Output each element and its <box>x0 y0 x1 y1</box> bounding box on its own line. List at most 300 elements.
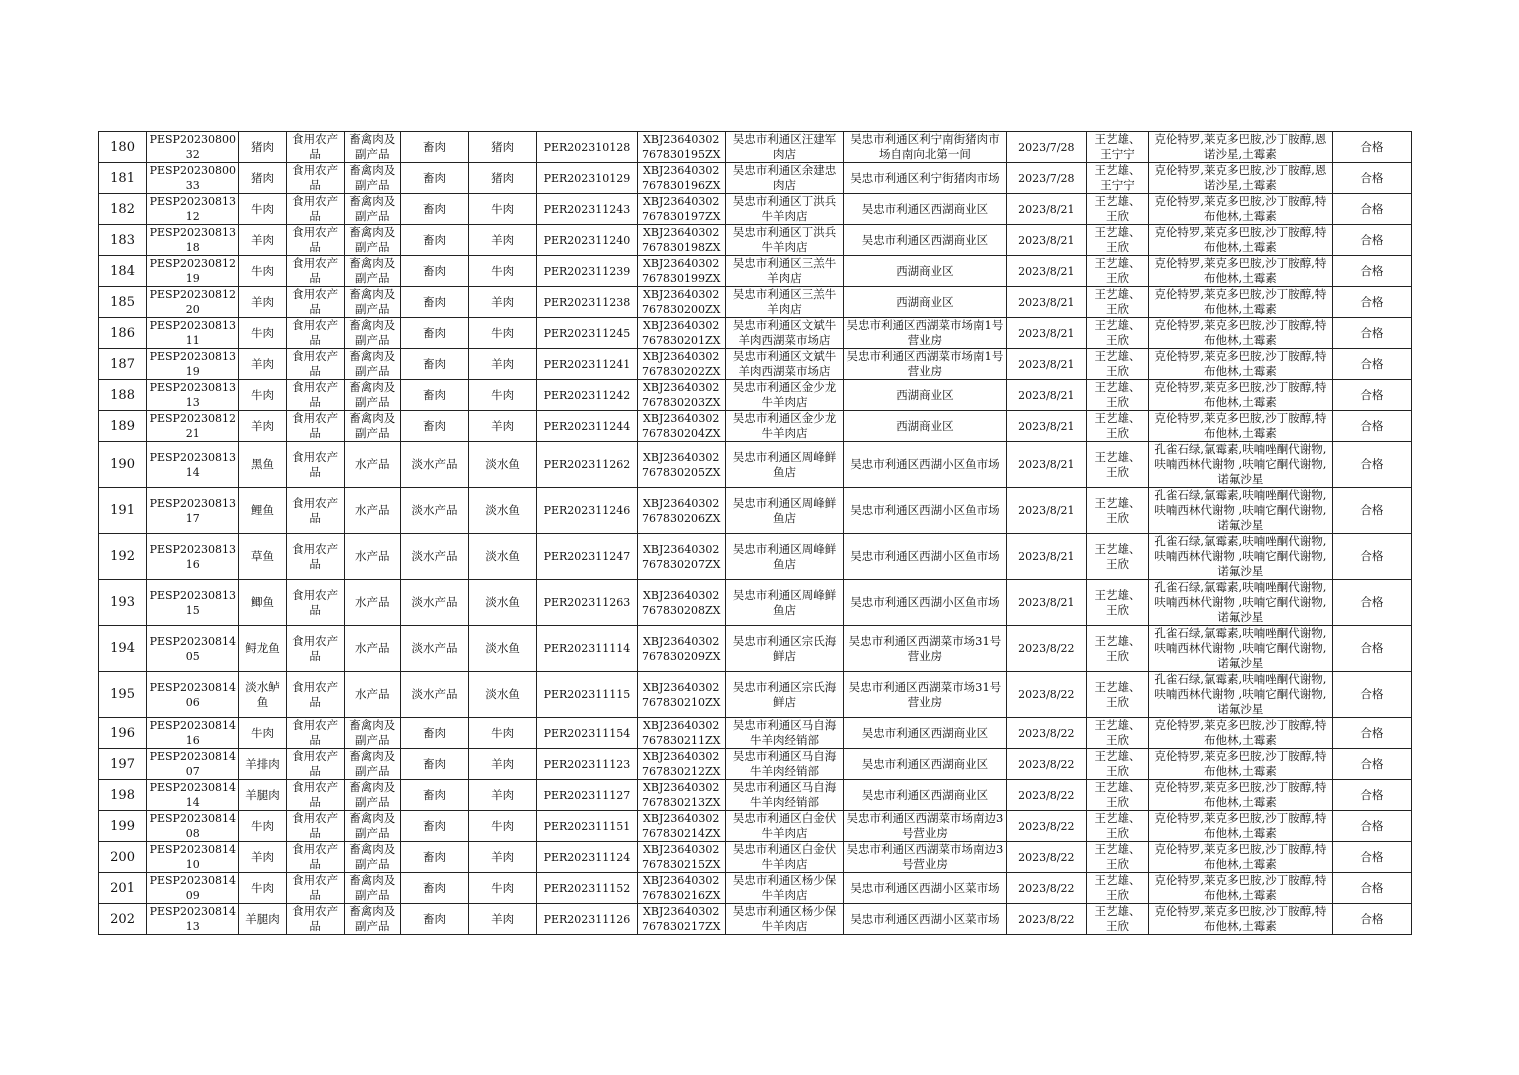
license-number: XBJ23640302767830195ZX <box>637 132 725 163</box>
category-level-1: 食用农产品 <box>286 780 344 811</box>
sample-code: PESP2023081410 <box>147 842 239 873</box>
category-level-3: 淡水产品 <box>400 442 468 488</box>
vendor-name: 吴忠市利通区杨少保牛羊肉店 <box>725 873 843 904</box>
sample-name: 鲟龙鱼 <box>239 626 286 672</box>
category-level-2: 畜禽肉及副产品 <box>344 349 400 380</box>
sample-code: PESP2023081413 <box>147 904 239 935</box>
test-items: 克伦特罗,莱克多巴胺,沙丁胺醇,特布他林,土霉素 <box>1149 225 1333 256</box>
category-level-4: 羊肉 <box>469 749 537 780</box>
table-row <box>99 442 1412 488</box>
vendor-address: 西湖商业区 <box>844 287 1006 318</box>
sample-name: 牛肉 <box>239 318 286 349</box>
vendor-name: 吴忠市利通区周峰鲜鱼店 <box>725 488 843 534</box>
vendor-name: 吴忠市利通区马自海牛羊肉经销部 <box>725 749 843 780</box>
license-number: XBJ23640302767830202ZX <box>637 349 725 380</box>
sample-code: PESP2023081409 <box>147 873 239 904</box>
row-number: 182 <box>99 194 147 225</box>
category-level-2: 畜禽肉及副产品 <box>344 132 400 163</box>
report-number: PER202310129 <box>537 163 637 194</box>
category-level-1: 食用农产品 <box>286 873 344 904</box>
vendor-address: 西湖商业区 <box>844 411 1006 442</box>
vendor-name: 吴忠市利通区杨少保牛羊肉店 <box>725 904 843 935</box>
sample-code: PESP2023081220 <box>147 287 239 318</box>
test-result: 合格 <box>1332 626 1411 672</box>
category-level-2: 畜禽肉及副产品 <box>344 780 400 811</box>
table-row <box>99 256 1412 287</box>
category-level-1: 食用农产品 <box>286 163 344 194</box>
sample-code: PESP2023081312 <box>147 194 239 225</box>
sampler-names: 王艺雄、王欣 <box>1086 749 1148 780</box>
license-number: XBJ23640302767830205ZX <box>637 442 725 488</box>
sampler-names: 王艺雄、王欣 <box>1086 672 1148 718</box>
sample-name: 牛肉 <box>239 811 286 842</box>
license-number: XBJ23640302767830204ZX <box>637 411 725 442</box>
category-level-3: 畜肉 <box>400 318 468 349</box>
sample-code: PESP2023081314 <box>147 442 239 488</box>
test-result: 合格 <box>1332 749 1411 780</box>
table-body <box>99 132 1412 935</box>
sample-code: PESP2023081316 <box>147 534 239 580</box>
sample-code: PESP2023081311 <box>147 318 239 349</box>
vendor-name: 吴忠市利通区马自海牛羊肉经销部 <box>725 718 843 749</box>
category-level-3: 畜肉 <box>400 194 468 225</box>
license-number: XBJ23640302767830198ZX <box>637 225 725 256</box>
sample-code: PESP2023081313 <box>147 380 239 411</box>
test-result: 合格 <box>1332 318 1411 349</box>
sample-name: 牛肉 <box>239 718 286 749</box>
sampler-names: 王艺雄、王宁宁 <box>1086 132 1148 163</box>
test-items: 孔雀石绿,氯霉素,呋喃唑酮代谢物,呋喃西林代谢物 ,呋喃它酮代谢物,诺氟沙星 <box>1149 442 1333 488</box>
sampling-date: 2023/8/21 <box>1006 534 1086 580</box>
sample-code: PESP2023081414 <box>147 780 239 811</box>
sample-name: 鲫鱼 <box>239 580 286 626</box>
test-items: 克伦特罗,莱克多巴胺,沙丁胺醇,特布他林,土霉素 <box>1149 380 1333 411</box>
vendor-address: 吴忠市利通区西湖小区菜市场 <box>844 873 1006 904</box>
category-level-2: 水产品 <box>344 534 400 580</box>
vendor-address: 吴忠市利通区西湖菜市场南1号营业房 <box>844 318 1006 349</box>
row-number: 189 <box>99 411 147 442</box>
category-level-2: 畜禽肉及副产品 <box>344 163 400 194</box>
sample-name: 羊排肉 <box>239 749 286 780</box>
sampler-names: 王艺雄、王欣 <box>1086 488 1148 534</box>
sample-name: 羊肉 <box>239 225 286 256</box>
vendor-name: 吴忠市利通区白金伏牛羊肉店 <box>725 811 843 842</box>
sampling-date: 2023/8/21 <box>1006 380 1086 411</box>
license-number: XBJ23640302767830215ZX <box>637 842 725 873</box>
test-items: 孔雀石绿,氯霉素,呋喃唑酮代谢物,呋喃西林代谢物 ,呋喃它酮代谢物,诺氟沙星 <box>1149 580 1333 626</box>
category-level-1: 食用农产品 <box>286 349 344 380</box>
test-result: 合格 <box>1332 163 1411 194</box>
category-level-3: 畜肉 <box>400 749 468 780</box>
inspection-results-table <box>98 131 1412 935</box>
sampling-date: 2023/8/21 <box>1006 442 1086 488</box>
category-level-1: 食用农产品 <box>286 580 344 626</box>
sampling-date: 2023/8/21 <box>1006 256 1086 287</box>
category-level-1: 食用农产品 <box>286 194 344 225</box>
category-level-2: 畜禽肉及副产品 <box>344 811 400 842</box>
category-level-2: 畜禽肉及副产品 <box>344 411 400 442</box>
vendor-address: 吴忠市利通区西湖商业区 <box>844 749 1006 780</box>
sampling-date: 2023/8/21 <box>1006 318 1086 349</box>
table-row <box>99 842 1412 873</box>
category-level-3: 畜肉 <box>400 718 468 749</box>
category-level-3: 畜肉 <box>400 287 468 318</box>
category-level-3: 畜肉 <box>400 132 468 163</box>
category-level-3: 淡水产品 <box>400 626 468 672</box>
test-items: 克伦特罗,莱克多巴胺,沙丁胺醇,特布他林,土霉素 <box>1149 811 1333 842</box>
sampling-date: 2023/8/22 <box>1006 749 1086 780</box>
sample-code: PESP2023081319 <box>147 349 239 380</box>
category-level-2: 水产品 <box>344 442 400 488</box>
test-items: 克伦特罗,莱克多巴胺,沙丁胺醇,恩诺沙星,土霉素 <box>1149 132 1333 163</box>
report-number: PER202311262 <box>537 442 637 488</box>
row-number: 202 <box>99 904 147 935</box>
sampler-names: 王艺雄、王欣 <box>1086 194 1148 225</box>
vendor-name: 吴忠市利通区金少龙牛羊肉店 <box>725 411 843 442</box>
sampling-date: 2023/8/22 <box>1006 718 1086 749</box>
category-level-2: 畜禽肉及副产品 <box>344 194 400 225</box>
sample-code: PESP2023081406 <box>147 672 239 718</box>
category-level-2: 畜禽肉及副产品 <box>344 718 400 749</box>
category-level-4: 淡水鱼 <box>469 626 537 672</box>
sample-name: 黑鱼 <box>239 442 286 488</box>
sampling-date: 2023/8/21 <box>1006 225 1086 256</box>
test-items: 克伦特罗,莱克多巴胺,沙丁胺醇,特布他林,土霉素 <box>1149 904 1333 935</box>
category-level-4: 牛肉 <box>469 194 537 225</box>
sampler-names: 王艺雄、王欣 <box>1086 442 1148 488</box>
report-number: PER202311124 <box>537 842 637 873</box>
sampling-date: 2023/8/21 <box>1006 349 1086 380</box>
category-level-2: 水产品 <box>344 672 400 718</box>
sampler-names: 王艺雄、王欣 <box>1086 873 1148 904</box>
sampling-date: 2023/8/22 <box>1006 873 1086 904</box>
sample-name: 羊腿肉 <box>239 780 286 811</box>
sample-code: PESP2023081317 <box>147 488 239 534</box>
sampling-date: 2023/8/21 <box>1006 580 1086 626</box>
category-level-4: 牛肉 <box>469 256 537 287</box>
test-items: 克伦特罗,莱克多巴胺,沙丁胺醇,恩诺沙星,土霉素 <box>1149 163 1333 194</box>
report-number: PER202311263 <box>537 580 637 626</box>
category-level-1: 食用农产品 <box>286 380 344 411</box>
report-number: PER202311152 <box>537 873 637 904</box>
category-level-4: 猪肉 <box>469 132 537 163</box>
sample-code: PESP2023081219 <box>147 256 239 287</box>
test-items: 孔雀石绿,氯霉素,呋喃唑酮代谢物,呋喃西林代谢物 ,呋喃它酮代谢物,诺氟沙星 <box>1149 626 1333 672</box>
category-level-1: 食用农产品 <box>286 626 344 672</box>
report-number: PER202311244 <box>537 411 637 442</box>
vendor-name: 吴忠市利通区三羔牛羊肉店 <box>725 256 843 287</box>
report-number: PER202311247 <box>537 534 637 580</box>
test-result: 合格 <box>1332 256 1411 287</box>
vendor-address: 吴忠市利通区西湖菜市场南边3号营业房 <box>844 811 1006 842</box>
category-level-3: 畜肉 <box>400 842 468 873</box>
test-result: 合格 <box>1332 534 1411 580</box>
category-level-3: 畜肉 <box>400 904 468 935</box>
category-level-4: 牛肉 <box>469 811 537 842</box>
category-level-1: 食用农产品 <box>286 442 344 488</box>
test-result: 合格 <box>1332 672 1411 718</box>
sample-code: PESP2023080033 <box>147 163 239 194</box>
row-number: 192 <box>99 534 147 580</box>
test-result: 合格 <box>1332 580 1411 626</box>
sampler-names: 王艺雄、王欣 <box>1086 626 1148 672</box>
license-number: XBJ23640302767830216ZX <box>637 873 725 904</box>
vendor-name: 吴忠市利通区周峰鲜鱼店 <box>725 580 843 626</box>
row-number: 201 <box>99 873 147 904</box>
sampler-names: 王艺雄、王欣 <box>1086 904 1148 935</box>
test-items: 克伦特罗,莱克多巴胺,沙丁胺醇,特布他林,土霉素 <box>1149 749 1333 780</box>
row-number: 183 <box>99 225 147 256</box>
sampler-names: 王艺雄、王欣 <box>1086 349 1148 380</box>
license-number: XBJ23640302767830201ZX <box>637 318 725 349</box>
test-result: 合格 <box>1332 442 1411 488</box>
sample-name: 淡水鲈鱼 <box>239 672 286 718</box>
category-level-3: 畜肉 <box>400 349 468 380</box>
row-number: 185 <box>99 287 147 318</box>
vendor-name: 吴忠市利通区三羔牛羊肉店 <box>725 287 843 318</box>
sampler-names: 王艺雄、王欣 <box>1086 287 1148 318</box>
report-number: PER202311123 <box>537 749 637 780</box>
license-number: XBJ23640302767830199ZX <box>637 256 725 287</box>
table-row <box>99 380 1412 411</box>
vendor-address: 吴忠市利通区利宁南街猪肉市场自南向北第一间 <box>844 132 1006 163</box>
test-result: 合格 <box>1332 225 1411 256</box>
test-result: 合格 <box>1332 411 1411 442</box>
sample-code: PESP2023081405 <box>147 626 239 672</box>
report-number: PER202311151 <box>537 811 637 842</box>
category-level-4: 羊肉 <box>469 842 537 873</box>
vendor-address: 西湖商业区 <box>844 256 1006 287</box>
category-level-4: 牛肉 <box>469 380 537 411</box>
row-number: 199 <box>99 811 147 842</box>
vendor-address: 吴忠市利通区西湖小区鱼市场 <box>844 488 1006 534</box>
license-number: XBJ23640302767830206ZX <box>637 488 725 534</box>
table-row <box>99 811 1412 842</box>
vendor-address: 吴忠市利通区西湖菜市场南1号营业房 <box>844 349 1006 380</box>
sampler-names: 王艺雄、王欣 <box>1086 718 1148 749</box>
category-level-1: 食用农产品 <box>286 749 344 780</box>
row-number: 198 <box>99 780 147 811</box>
row-number: 193 <box>99 580 147 626</box>
license-number: XBJ23640302767830211ZX <box>637 718 725 749</box>
sample-name: 鲤鱼 <box>239 488 286 534</box>
category-level-4: 羊肉 <box>469 349 537 380</box>
row-number: 194 <box>99 626 147 672</box>
test-items: 克伦特罗,莱克多巴胺,沙丁胺醇,特布他林,土霉素 <box>1149 873 1333 904</box>
test-result: 合格 <box>1332 780 1411 811</box>
vendor-name: 吴忠市利通区文斌牛羊肉西湖菜市场店 <box>725 318 843 349</box>
table-row <box>99 318 1412 349</box>
vendor-name: 吴忠市利通区马自海牛羊肉经销部 <box>725 780 843 811</box>
vendor-name: 吴忠市利通区周峰鲜鱼店 <box>725 534 843 580</box>
license-number: XBJ23640302767830209ZX <box>637 626 725 672</box>
sampling-date: 2023/8/22 <box>1006 780 1086 811</box>
category-level-3: 淡水产品 <box>400 488 468 534</box>
sampling-date: 2023/8/22 <box>1006 811 1086 842</box>
license-number: XBJ23640302767830217ZX <box>637 904 725 935</box>
vendor-name: 吴忠市利通区余建忠肉店 <box>725 163 843 194</box>
sample-code: PESP2023081315 <box>147 580 239 626</box>
sampling-date: 2023/8/22 <box>1006 842 1086 873</box>
report-number: PER202311154 <box>537 718 637 749</box>
category-level-4: 淡水鱼 <box>469 488 537 534</box>
vendor-name: 吴忠市利通区汪建军肉店 <box>725 132 843 163</box>
category-level-4: 淡水鱼 <box>469 672 537 718</box>
row-number: 188 <box>99 380 147 411</box>
sampler-names: 王艺雄、王欣 <box>1086 842 1148 873</box>
sampler-names: 王艺雄、王欣 <box>1086 780 1148 811</box>
test-result: 合格 <box>1332 380 1411 411</box>
test-result: 合格 <box>1332 287 1411 318</box>
category-level-3: 淡水产品 <box>400 534 468 580</box>
table-row <box>99 488 1412 534</box>
license-number: XBJ23640302767830207ZX <box>637 534 725 580</box>
test-items: 孔雀石绿,氯霉素,呋喃唑酮代谢物,呋喃西林代谢物 ,呋喃它酮代谢物,诺氟沙星 <box>1149 488 1333 534</box>
sample-name: 羊腿肉 <box>239 904 286 935</box>
category-level-3: 淡水产品 <box>400 580 468 626</box>
vendor-address: 吴忠市利通区西湖商业区 <box>844 718 1006 749</box>
table-row <box>99 411 1412 442</box>
test-items: 克伦特罗,莱克多巴胺,沙丁胺醇,特布他林,土霉素 <box>1149 718 1333 749</box>
test-items: 克伦特罗,莱克多巴胺,沙丁胺醇,特布他林,土霉素 <box>1149 318 1333 349</box>
row-number: 190 <box>99 442 147 488</box>
vendor-address: 吴忠市利通区西湖商业区 <box>844 194 1006 225</box>
license-number: XBJ23640302767830213ZX <box>637 780 725 811</box>
sampling-date: 2023/8/22 <box>1006 904 1086 935</box>
vendor-address: 吴忠市利通区西湖菜市场31号营业房 <box>844 626 1006 672</box>
category-level-2: 畜禽肉及副产品 <box>344 256 400 287</box>
test-items: 克伦特罗,莱克多巴胺,沙丁胺醇,特布他林,土霉素 <box>1149 287 1333 318</box>
test-result: 合格 <box>1332 488 1411 534</box>
row-number: 181 <box>99 163 147 194</box>
test-items: 克伦特罗,莱克多巴胺,沙丁胺醇,特布他林,土霉素 <box>1149 842 1333 873</box>
category-level-4: 羊肉 <box>469 225 537 256</box>
sampling-date: 2023/8/21 <box>1006 194 1086 225</box>
report-number: PER202311114 <box>537 626 637 672</box>
test-items: 孔雀石绿,氯霉素,呋喃唑酮代谢物,呋喃西林代谢物 ,呋喃它酮代谢物,诺氟沙星 <box>1149 672 1333 718</box>
category-level-3: 畜肉 <box>400 256 468 287</box>
category-level-4: 淡水鱼 <box>469 534 537 580</box>
sampler-names: 王艺雄、王欣 <box>1086 256 1148 287</box>
sampler-names: 王艺雄、王欣 <box>1086 811 1148 842</box>
license-number: XBJ23640302767830203ZX <box>637 380 725 411</box>
report-number: PER202311239 <box>537 256 637 287</box>
sample-name: 羊肉 <box>239 842 286 873</box>
sampler-names: 王艺雄、王欣 <box>1086 380 1148 411</box>
report-number: PER202311238 <box>537 287 637 318</box>
table-row <box>99 287 1412 318</box>
vendor-address: 西湖商业区 <box>844 380 1006 411</box>
sampler-names: 王艺雄、王欣 <box>1086 580 1148 626</box>
category-level-4: 猪肉 <box>469 163 537 194</box>
category-level-1: 食用农产品 <box>286 256 344 287</box>
row-number: 191 <box>99 488 147 534</box>
vendor-name: 吴忠市利通区周峰鲜鱼店 <box>725 442 843 488</box>
license-number: XBJ23640302767830196ZX <box>637 163 725 194</box>
test-result: 合格 <box>1332 194 1411 225</box>
category-level-1: 食用农产品 <box>286 225 344 256</box>
table-row <box>99 163 1412 194</box>
sampling-date: 2023/8/21 <box>1006 287 1086 318</box>
vendor-name: 吴忠市利通区金少龙牛羊肉店 <box>725 380 843 411</box>
table-row <box>99 580 1412 626</box>
sampling-date: 2023/8/22 <box>1006 626 1086 672</box>
vendor-name: 吴忠市利通区丁洪兵牛羊肉店 <box>725 194 843 225</box>
sample-name: 羊肉 <box>239 349 286 380</box>
category-level-4: 牛肉 <box>469 873 537 904</box>
vendor-address: 吴忠市利通区西湖菜市场31号营业房 <box>844 672 1006 718</box>
report-number: PER202311240 <box>537 225 637 256</box>
sampler-names: 王艺雄、王欣 <box>1086 534 1148 580</box>
sample-name: 牛肉 <box>239 380 286 411</box>
category-level-2: 畜禽肉及副产品 <box>344 749 400 780</box>
category-level-4: 牛肉 <box>469 718 537 749</box>
category-level-1: 食用农产品 <box>286 132 344 163</box>
license-number: XBJ23640302767830210ZX <box>637 672 725 718</box>
table-row <box>99 718 1412 749</box>
test-items: 孔雀石绿,氯霉素,呋喃唑酮代谢物,呋喃西林代谢物 ,呋喃它酮代谢物,诺氟沙星 <box>1149 534 1333 580</box>
vendor-name: 吴忠市利通区文斌牛羊肉西湖菜市场店 <box>725 349 843 380</box>
sampler-names: 王艺雄、王欣 <box>1086 411 1148 442</box>
category-level-3: 畜肉 <box>400 780 468 811</box>
sampler-names: 王艺雄、王宁宁 <box>1086 163 1148 194</box>
sample-name: 猪肉 <box>239 163 286 194</box>
category-level-1: 食用农产品 <box>286 842 344 873</box>
category-level-1: 食用农产品 <box>286 287 344 318</box>
category-level-1: 食用农产品 <box>286 488 344 534</box>
category-level-3: 淡水产品 <box>400 672 468 718</box>
table-row <box>99 225 1412 256</box>
sampling-date: 2023/8/22 <box>1006 672 1086 718</box>
test-result: 合格 <box>1332 842 1411 873</box>
category-level-2: 畜禽肉及副产品 <box>344 873 400 904</box>
category-level-4: 羊肉 <box>469 287 537 318</box>
license-number: XBJ23640302767830208ZX <box>637 580 725 626</box>
test-result: 合格 <box>1332 132 1411 163</box>
sampling-date: 2023/8/21 <box>1006 488 1086 534</box>
category-level-4: 淡水鱼 <box>469 442 537 488</box>
test-items: 克伦特罗,莱克多巴胺,沙丁胺醇,特布他林,土霉素 <box>1149 256 1333 287</box>
category-level-4: 淡水鱼 <box>469 580 537 626</box>
table-row <box>99 194 1412 225</box>
license-number: XBJ23640302767830200ZX <box>637 287 725 318</box>
report-number: PER202310128 <box>537 132 637 163</box>
report-number: PER202311126 <box>537 904 637 935</box>
table-row <box>99 904 1412 935</box>
sample-name: 牛肉 <box>239 256 286 287</box>
row-number: 200 <box>99 842 147 873</box>
row-number: 186 <box>99 318 147 349</box>
sampling-date: 2023/8/21 <box>1006 411 1086 442</box>
category-level-1: 食用农产品 <box>286 411 344 442</box>
test-items: 克伦特罗,莱克多巴胺,沙丁胺醇,特布他林,土霉素 <box>1149 411 1333 442</box>
category-level-1: 食用农产品 <box>286 904 344 935</box>
vendor-name: 吴忠市利通区宗氏海鲜店 <box>725 672 843 718</box>
license-number: XBJ23640302767830214ZX <box>637 811 725 842</box>
category-level-2: 畜禽肉及副产品 <box>344 318 400 349</box>
category-level-4: 羊肉 <box>469 411 537 442</box>
table-row <box>99 749 1412 780</box>
sample-code: PESP2023081221 <box>147 411 239 442</box>
category-level-4: 羊肉 <box>469 904 537 935</box>
category-level-3: 畜肉 <box>400 163 468 194</box>
category-level-3: 畜肉 <box>400 811 468 842</box>
table-row <box>99 873 1412 904</box>
row-number: 197 <box>99 749 147 780</box>
category-level-2: 水产品 <box>344 626 400 672</box>
sample-name: 牛肉 <box>239 873 286 904</box>
table-row <box>99 672 1412 718</box>
